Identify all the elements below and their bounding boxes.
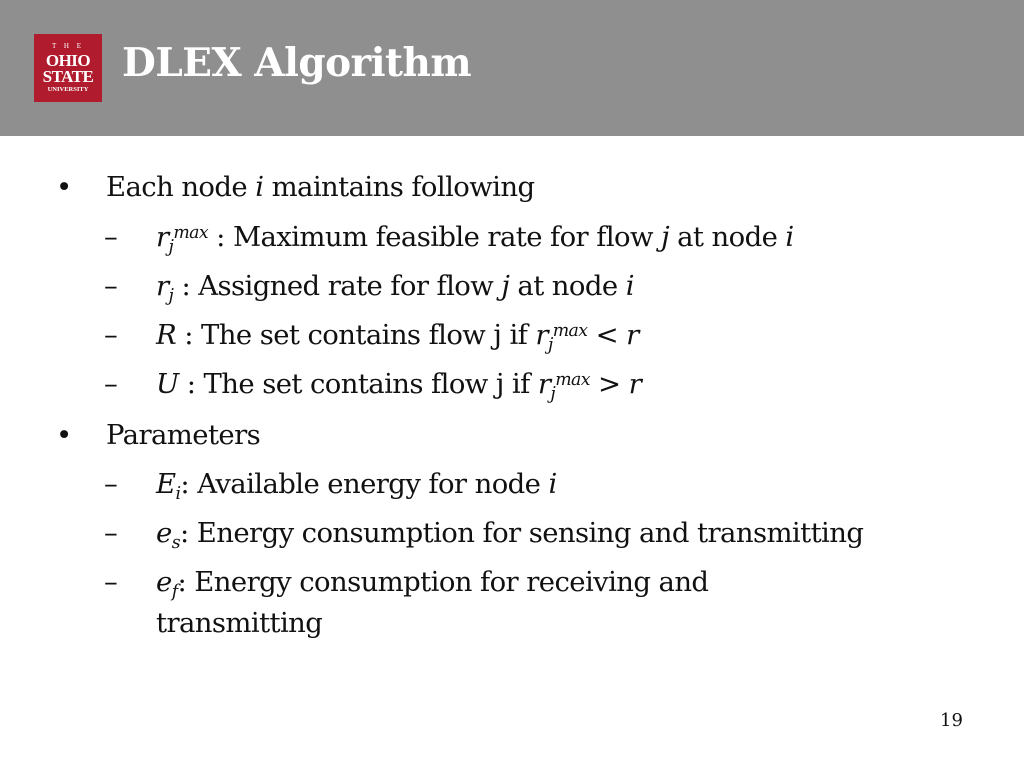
dash-marker: –	[104, 566, 118, 598]
title-bar	[0, 0, 1024, 136]
var-j: j	[661, 221, 669, 253]
sub-bullet-text	[156, 220, 794, 258]
subscript-j: j	[168, 286, 174, 307]
var-i: i	[625, 270, 634, 302]
superscript-max: max	[173, 223, 209, 244]
dash-marker: –	[104, 319, 118, 351]
var-j: j	[501, 270, 510, 302]
bullet-text: Parameters	[106, 419, 261, 451]
bullet-text	[106, 170, 534, 204]
text-part: <	[587, 319, 627, 351]
subscript-j: j	[168, 237, 174, 258]
subscript-s: s	[171, 533, 180, 554]
var-r: r	[537, 368, 551, 400]
sub-bullet-text	[156, 367, 642, 405]
var-i: i	[548, 468, 557, 500]
page-number: 19	[940, 710, 963, 731]
dash-marker: –	[104, 270, 118, 302]
var-r: r	[156, 270, 169, 302]
dash-marker: –	[104, 468, 118, 500]
var-E: E	[156, 468, 176, 500]
var-e: e	[156, 566, 172, 598]
subscript-f: f	[171, 582, 178, 603]
text-part: : Available energy for node	[180, 468, 549, 500]
text-part: at node	[509, 270, 626, 302]
var-r: r	[156, 221, 169, 253]
superscript-max: max	[552, 321, 588, 342]
logo-ohio: OHIO	[45, 50, 91, 70]
text-part: : The set contains flow j if	[178, 368, 538, 400]
text-part: : Assigned rate for flow	[173, 270, 502, 302]
text-part: maintains following	[263, 171, 535, 203]
logo-the: T H E	[52, 41, 84, 50]
var-U: U	[156, 368, 179, 400]
text-part: : Energy consumption for receiving and	[177, 566, 709, 598]
bullet-marker: •	[56, 171, 72, 203]
text-part: Each node	[106, 171, 256, 203]
var-r: r	[535, 319, 548, 351]
dash-marker: –	[104, 368, 118, 400]
text-part: at node	[669, 221, 786, 253]
continuation-text: transmitting	[156, 607, 323, 639]
dash-marker: –	[104, 517, 118, 549]
subscript-j: j	[547, 335, 553, 356]
text-part: : The set contains flow j if	[176, 319, 536, 351]
var-e: e	[156, 517, 172, 549]
superscript-max: max	[555, 370, 590, 391]
sub-bullet-text	[156, 318, 639, 356]
text-part: >	[589, 368, 629, 400]
logo-university: UNIVERSITY	[47, 85, 89, 93]
subscript-j: j	[550, 384, 556, 405]
ohio-state-university-logo	[34, 34, 102, 102]
text-part: : Maximum feasible rate for flow	[208, 221, 662, 253]
sub-bullet-text	[156, 467, 557, 505]
var-i: i	[785, 221, 794, 253]
sub-bullet-text	[156, 269, 634, 307]
sub-bullet-text	[156, 565, 709, 603]
var-R: R	[156, 319, 177, 351]
var-r: r	[628, 368, 642, 400]
sub-bullet-text	[156, 516, 864, 554]
subscript-i: i	[175, 484, 181, 505]
slide-title: DLEX Algorithm	[122, 40, 472, 86]
bullet-marker: •	[56, 419, 72, 451]
logo-state: STATE	[42, 66, 94, 86]
var-i: i	[255, 171, 264, 203]
dash-marker: –	[104, 221, 118, 253]
var-r: r	[626, 319, 639, 351]
text-part: : Energy consumption for sensing and transmitting	[179, 517, 864, 549]
